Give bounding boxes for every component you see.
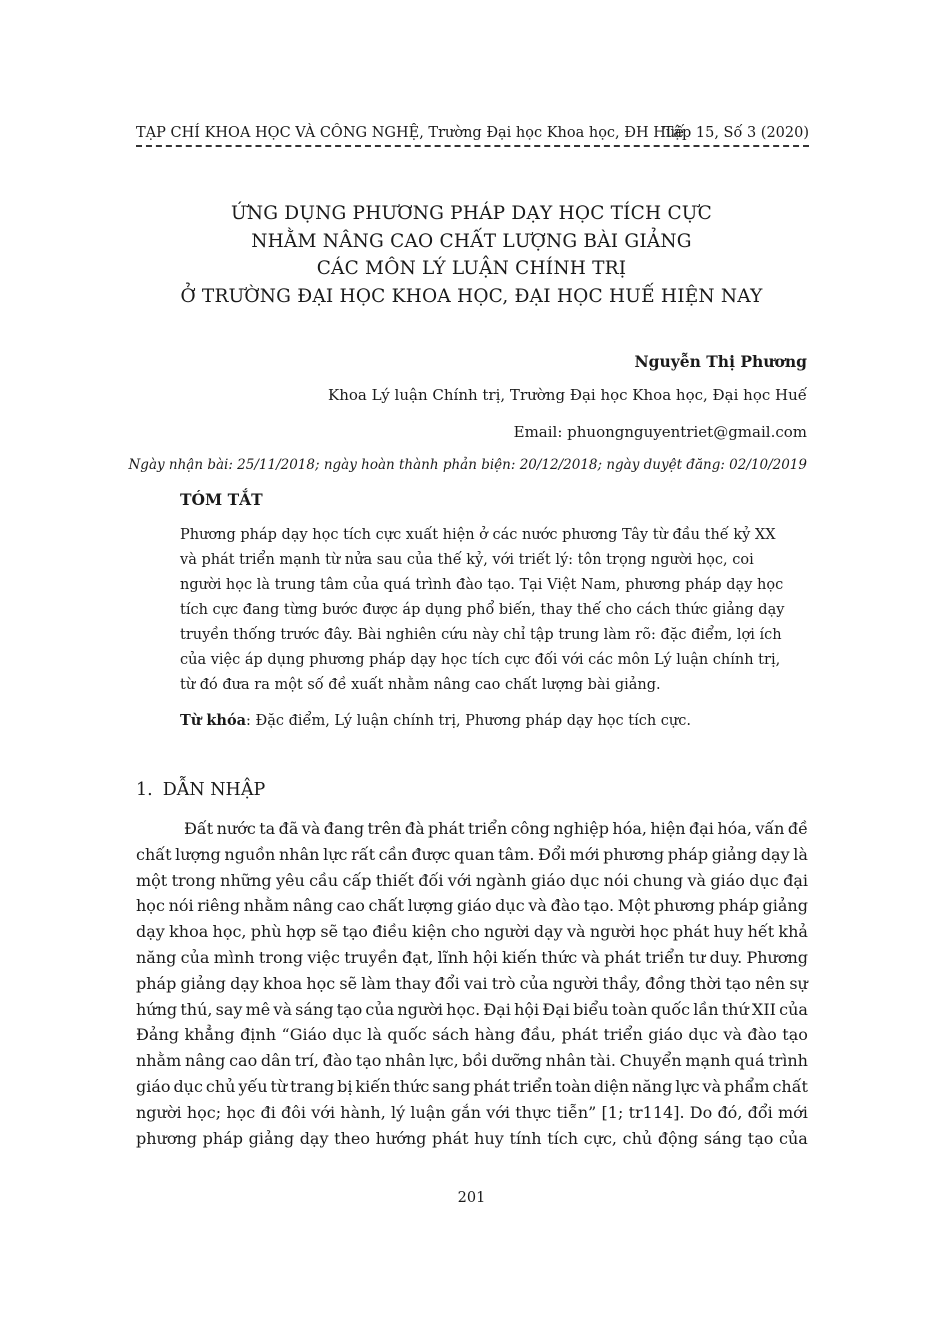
running-header [136,124,809,146]
body-line: năng của mình trong việc truyền đạt, lĩnh hội kiến thức và phát triển tư duy. Phương [136,947,808,967]
body-line: hứng thú, say mê và sáng tạo của người học. Đại hội Đại biểu toàn quốc lần thứ XII của [136,999,808,1019]
title-line: ỨNG DỤNG PHƯƠNG PHÁP DẠY HỌC TÍCH CỰC [231,203,712,224]
body-line: học nói riêng nhằm nâng cao chất lượng giáo dục và đào tạo. Một phương pháp giảng [136,896,808,916]
title-line: CÁC MÔN LÝ LUẬN CHÍNH TRỊ [316,258,627,279]
section-body [136,816,808,1151]
body-line: dạy khoa học, phù hợp sẽ tạo điều kiện cho người dạy và người học phát huy hết khả [136,922,808,942]
body-line: một trong những yêu cầu cấp thiết đối với ngành giáo dục nói chung và giáo dục đại [136,870,808,890]
abstract-line: tích cực đang từng bước được áp dụng phổ biến, thay thế cho cách thức giảng dạy [180,602,785,618]
body-line: giáo dục chủ yếu từ trang bị kiến thức sang phát triển toàn diện năng lực và phẩm chất [136,1076,808,1096]
section-heading [136,780,265,800]
abstract-body [180,523,785,698]
abstract-line: và phát triển mạnh từ nửa sau của thế kỷ, với triết lý: tôn trọng người học, coi [180,552,754,568]
title-line: Ở TRƯỜNG ĐẠI HỌC KHOA HỌC, ĐẠI HỌC HUẾ HIỆN NAY [180,285,763,307]
keywords-label: Từ khóa [180,712,247,729]
author-affiliation: Khoa Lý luận Chính trị, Trường Đại học Khoa học, Đại học Huế [328,386,807,404]
journal-name: TẠP CHÍ KHOA HỌC VÀ CÔNG NGHỆ, Trường Đại học Khoa học, ĐH Huế [136,125,685,141]
author-name: Nguyễn Thị Phương [634,352,807,371]
body-line: người học; học đi đôi với hành, lý luận gắn với thực tiễn” [1; tr114]. Do đó, đổi mới [136,1102,808,1122]
abstract-line: của việc áp dụng phương pháp dạy học tích cực đối với các môn Lý luận chính trị, [180,652,781,668]
volume-issue: Tập 15, Số 3 (2020) [663,125,809,141]
body-line: chất lượng nguồn nhân lực rất cần được quan tâm. Đổi mới phương pháp giảng dạy là [136,844,808,864]
abstract-line: từ đó đưa ra một số đề xuất nhằm nâng cao chất lượng bài giảng. [180,677,661,693]
abstract-line: Phương pháp dạy học tích cực xuất hiện ở các nước phương Tây từ đầu thế kỷ XX [180,527,776,543]
abstract-line: người học là trung tâm của quá trình đào tạo. Tại Việt Nam, phương pháp dạy học [180,577,784,593]
body-line: Đất nước ta đã và đang trên đà phát triển công nghiệp hóa, hiện đại hóa, vấn đề [184,819,808,838]
body-line: nhằm nâng cao dân trí, đào tạo nhân lực, bồi dưỡng nhân tài. Chuyển mạnh quá trình [136,1051,808,1071]
keywords [180,712,691,729]
paper-title [130,200,813,310]
keywords-list: : Đặc điểm, Lý luận chính trị, Phương pháp dạy học tích cực. [246,713,691,729]
body-line: pháp giảng dạy khoa học sẽ làm thay đổi vai trò của người thầy, đồng thời tạo nên sự [136,973,808,993]
section-number: 1. [136,780,153,800]
abstract-heading: TÓM TẮT [180,490,263,509]
section-title: DẪN NHẬP [162,780,266,800]
title-line: NHẰM NÂNG CAO CHẤT LƯỢNG BÀI GIẢNG [251,230,692,252]
abstract-line: truyền thống trước đây. Bài nghiên cứu này chỉ tập trung làm rõ: đặc điểm, lợi ích [180,627,782,643]
body-line: Đảng khẳng định “Giáo dục là quốc sách hàng đầu, phát triển giáo dục và đào tạo [136,1025,808,1045]
header-rule [136,145,809,147]
author-email: Email: phuongnguyentriet@gmail.com [513,423,807,441]
submission-dates: Ngày nhận bài: 25/11/2018; ngày hoàn thành phản biện: 20/12/2018; ngày duyệt đăng: 02/10/2019 [128,457,807,473]
page-number: 201 [457,1190,486,1206]
body-line: phương pháp giảng dạy theo hướng phát huy tính tích cực, chủ động sáng tạo của [136,1128,808,1148]
